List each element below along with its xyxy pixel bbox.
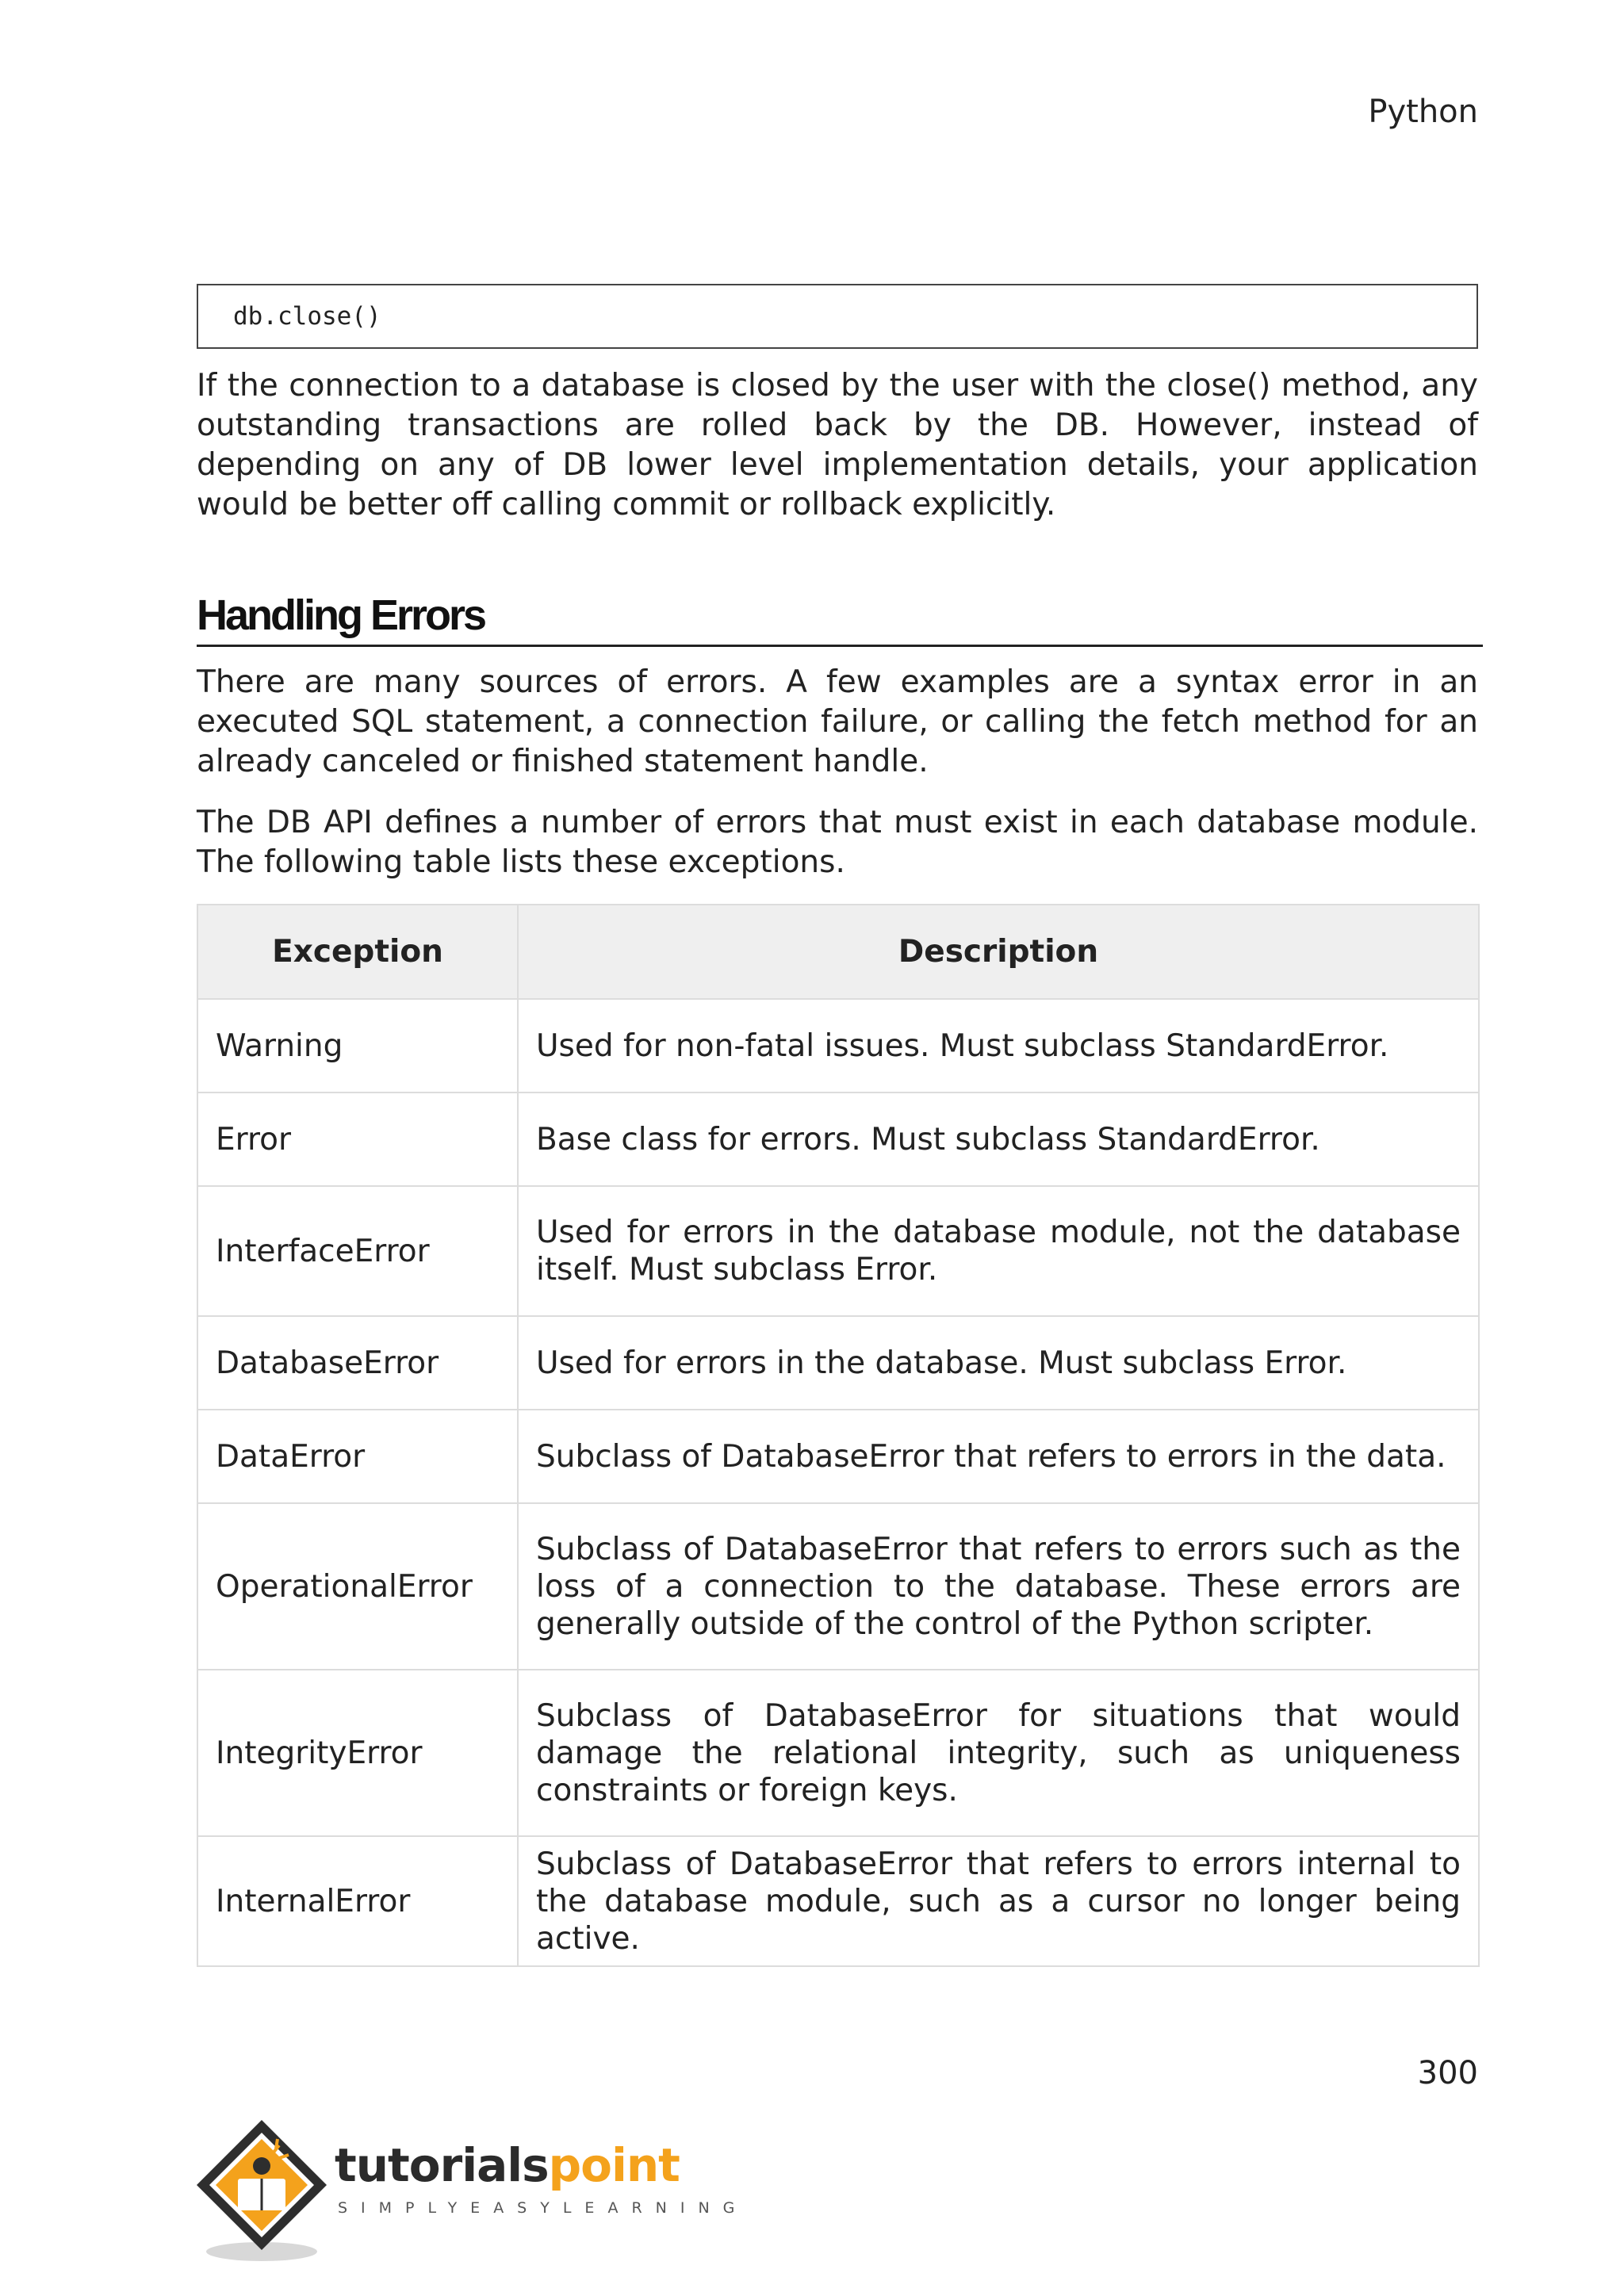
logo-wordmark (335, 2137, 680, 2193)
description-cell: Base class for errors. Must subclass StandardError. (518, 1093, 1479, 1186)
running-header: Python (1368, 94, 1478, 130)
exception-cell: IntegrityError (197, 1670, 518, 1836)
table-row (197, 1503, 1479, 1670)
column-header-exception: Exception (197, 905, 518, 999)
code-block (197, 284, 1478, 349)
table-row (197, 1670, 1479, 1836)
description-cell: Used for errors in the database module, not the database itself. Must subclass Error. (518, 1186, 1479, 1316)
logo-tagline: SIMPLYEASYLEARNING (338, 2199, 749, 2217)
exceptions-table (197, 904, 1480, 1967)
description-cell: Used for errors in the database. Must subclass Error. (518, 1316, 1479, 1410)
code-line: db.close() (233, 302, 381, 331)
paragraph-errors-intro: There are many sources of errors. A few examples are a syntax error in an executed SQL statement, a connection failure, or calling the fetch method for an already canceled or finished statement handle. (197, 664, 1478, 779)
exception-cell: InternalError (197, 1836, 518, 1966)
logo-emblem-icon (193, 2115, 336, 2266)
paragraph-close-connection: If the connection to a database is closed by the user with the close() method, any outstanding transactions are rolled back by the DB. However, instead of depending on any of DB lower level implementation details, your application would be better off calling commit or rollback explicitly. (197, 368, 1478, 522)
exception-cell: Warning (197, 999, 518, 1093)
table-header-row (197, 905, 1479, 999)
table-row (197, 1836, 1479, 1966)
column-header-description: Description (518, 905, 1479, 999)
description-cell: Subclass of DatabaseError that refers to errors such as the loss of a connection to the database. These errors are generally outside of the control of the Python scripter. (518, 1503, 1479, 1670)
table-row (197, 1316, 1479, 1410)
exception-cell: InterfaceError (197, 1186, 518, 1316)
exception-cell: OperationalError (197, 1503, 518, 1670)
description-cell: Subclass of DatabaseError for situations that would damage the relational integrity, such as uniqueness constraints or foreign keys. (518, 1670, 1479, 1836)
logo-word-dark: tutorials (335, 2138, 549, 2192)
table-row (197, 1186, 1479, 1316)
exception-cell: DatabaseError (197, 1316, 518, 1410)
description-cell: Subclass of DatabaseError that refers to errors internal to the database module, such as a cursor no longer being active. (518, 1836, 1479, 1966)
tutorialspoint-logo (193, 2115, 749, 2266)
description-cell: Subclass of DatabaseError that refers to errors in the data. (518, 1410, 1479, 1503)
exception-cell: DataError (197, 1410, 518, 1503)
section-heading: Handling Errors (197, 590, 1483, 647)
paragraph-table-intro: The DB API defines a number of errors that must exist in each database module. The following table lists these exceptions. (197, 805, 1478, 880)
exception-cell: Error (197, 1093, 518, 1186)
table-row (197, 1410, 1479, 1503)
description-cell: Used for non-fatal issues. Must subclass StandardError. (518, 999, 1479, 1093)
table-row (197, 1093, 1479, 1186)
page-number: 300 (1417, 2055, 1478, 2091)
table-row (197, 999, 1479, 1093)
logo-word-accent: point (548, 2138, 680, 2192)
